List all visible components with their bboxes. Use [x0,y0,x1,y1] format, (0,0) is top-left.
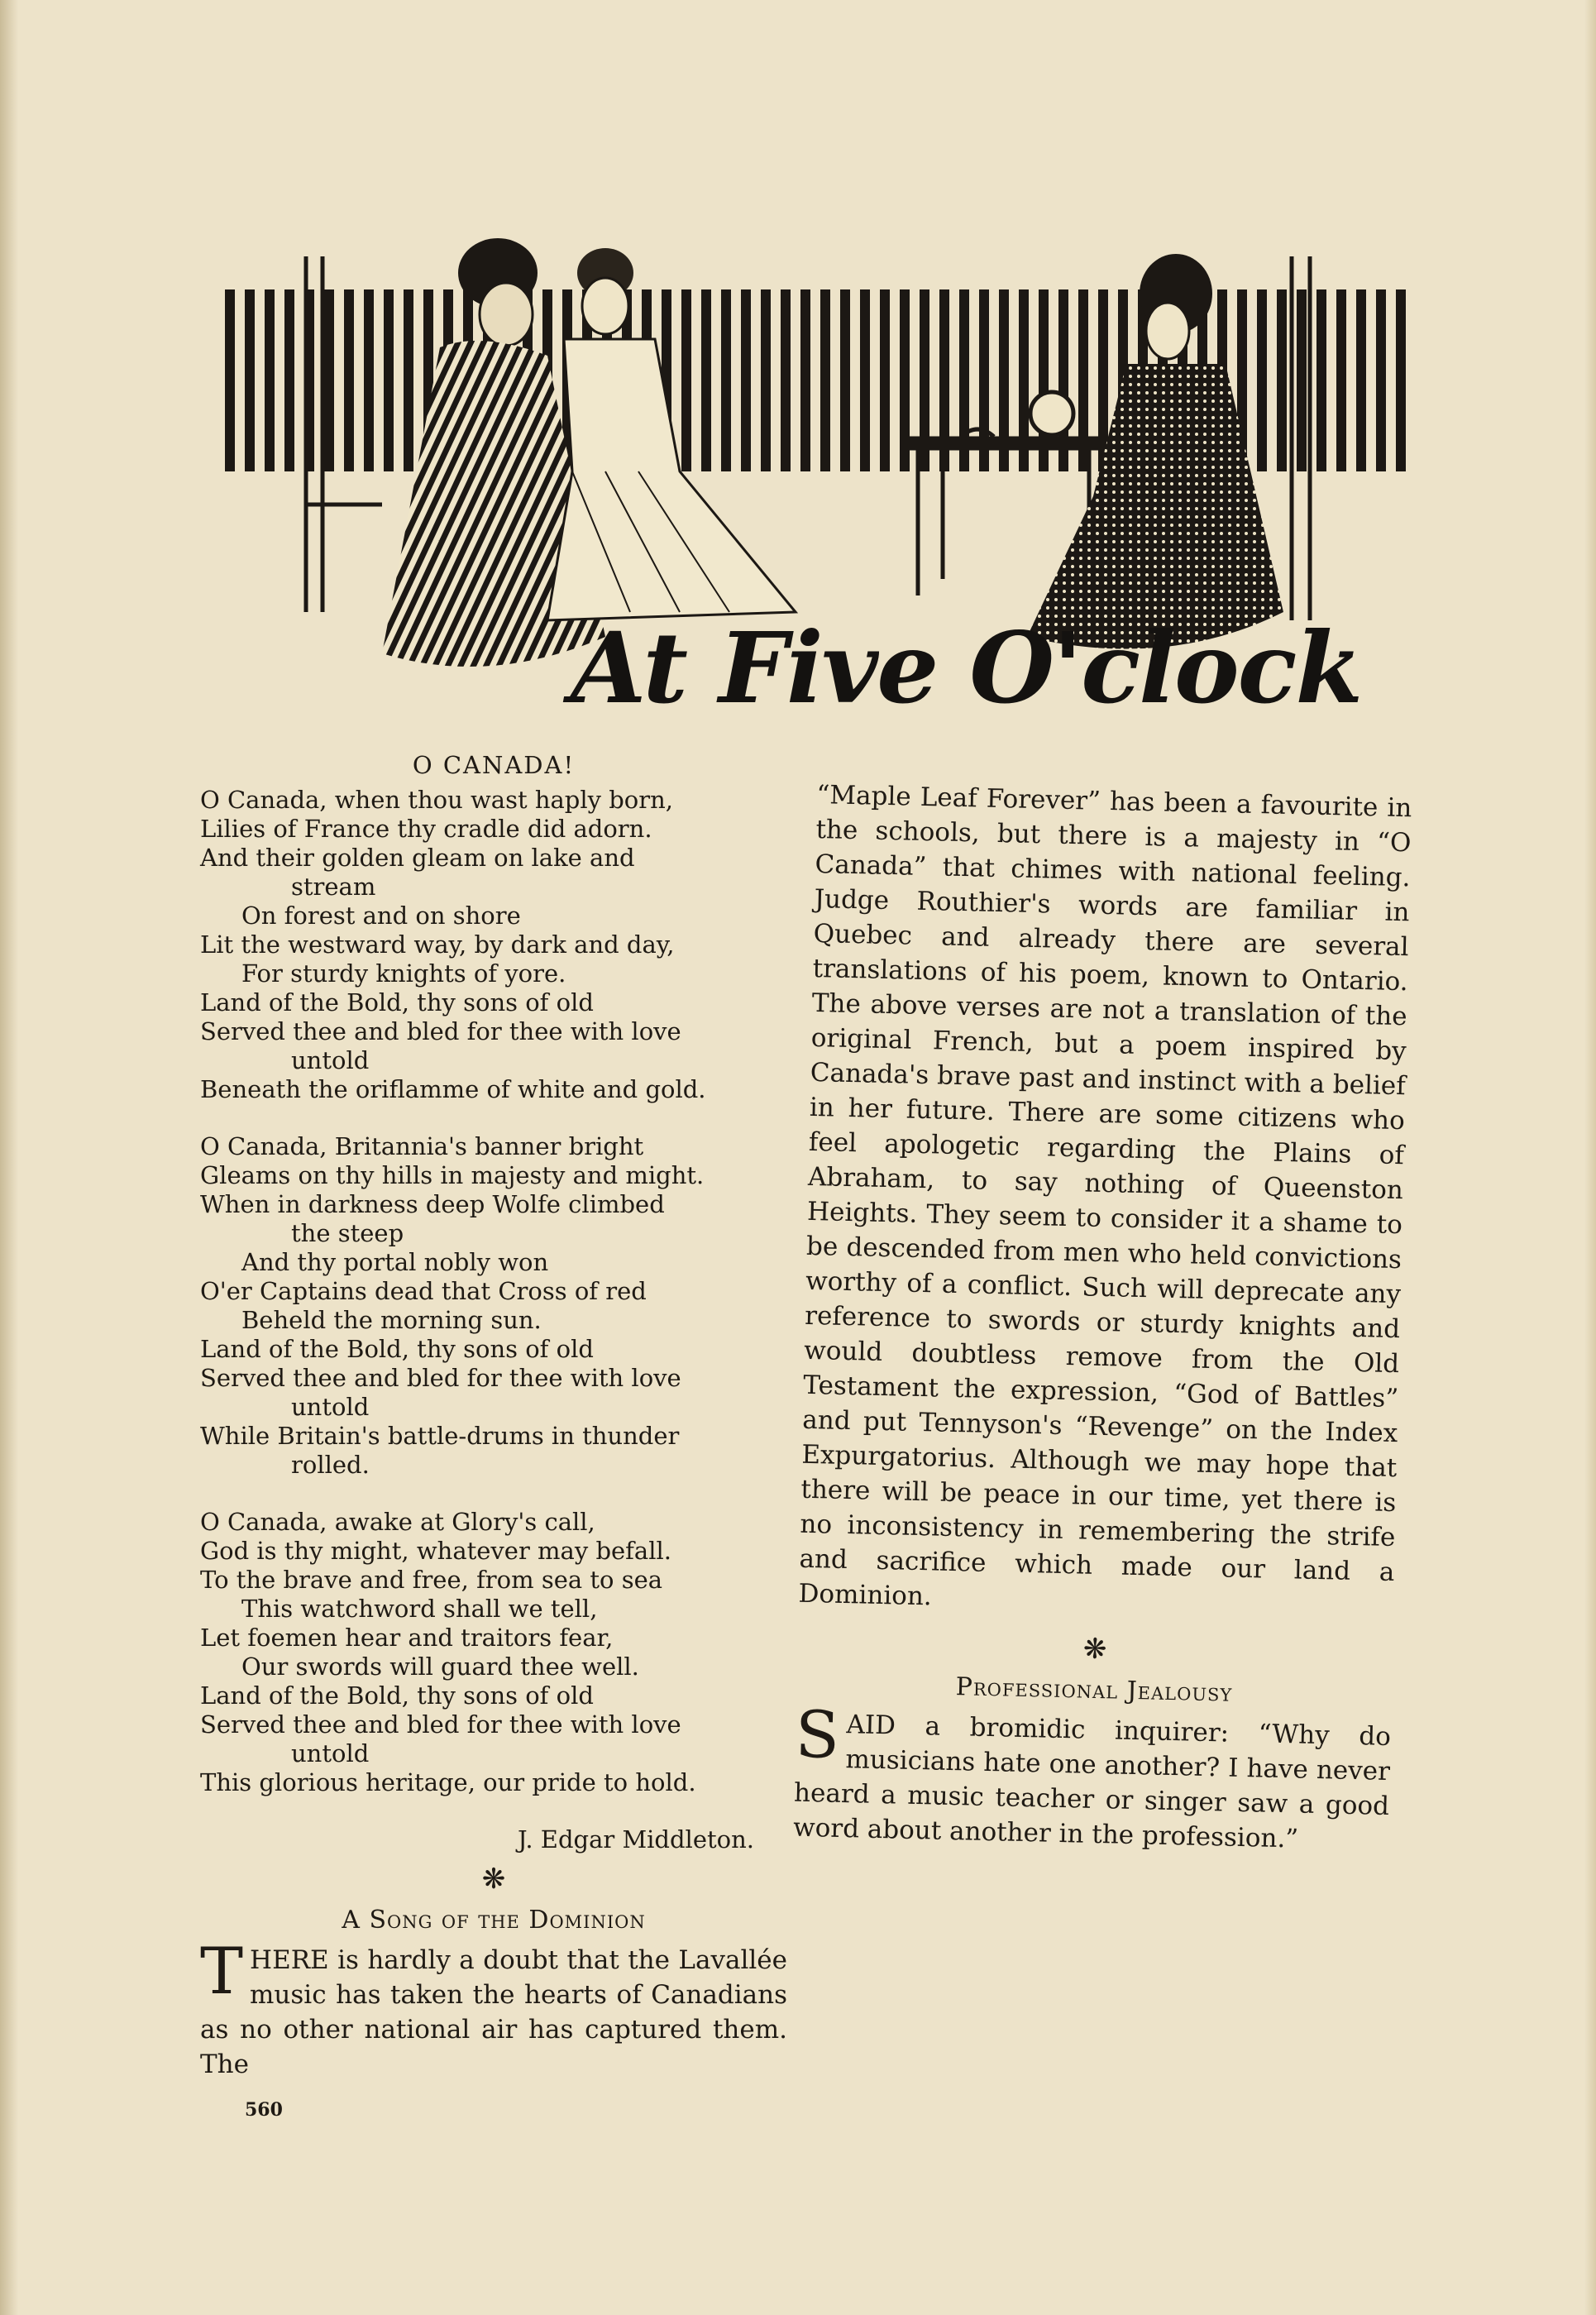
railing-bar [741,289,751,471]
railing-bar [265,289,275,471]
railing-bar [860,289,870,471]
railing-bar [384,289,394,471]
section-heading-song: A Song of the Dominion [342,1906,646,1935]
railing-bar [1356,289,1366,471]
poem-line: Lit the westward way, by dark and day, [200,930,675,959]
poem-body [200,786,787,1797]
ornament-divider-right: ❋ [1082,1632,1107,1667]
railing-bar [840,289,850,471]
poem-line: rolled. [291,1451,370,1479]
railing-bar [404,289,413,471]
continued-paragraph: “Maple Leaf Forever” has been a favourite in the schools, but there is a majesty in “O Canada” that chimes with national feeling. Judge Routhier's words are familiar in Quebec and already there are several translations of his poem, known to Ontario. The above verses are not a translation of the original French, but a poem inspired by Canada's brave past and instinct with a belief in her future. There are some citizens who feel apologetic regarding the Plains of Abraham, to say nothing of Queenston Heights. They seem to consider it a shame to be descended from men who held convictions worthy of a conflict. Such will deprecate any reference to swords or sturdy knights and would doubtless remove from the Old Testament the expression, “God of Battles” and put Tennyson's “Revenge” on the Index Expurgatorius. Although we may hope that there will be peace in our time, yet there is no inconsistency in remembering the strife and sacrifice which made our land a Dominion. [798,779,1412,1612]
page-edge-shadow [1584,0,1596,2315]
jealousy-paragraph [792,1697,1392,1858]
poem-line: Beheld the morning sun. [241,1306,542,1334]
railing-bar [681,289,691,471]
railing-bar [1297,289,1307,471]
poem-line: Served thee and bled for thee with love [200,1017,681,1045]
railing-bar [225,289,235,471]
poem-line: O Canada, Britannia's banner bright [200,1132,644,1160]
poem-line: Land of the Bold, thy sons of old [200,988,594,1016]
header-title: At Five O'clock [571,610,1362,725]
poem-stanza [200,1132,787,1480]
poem-line: Gleams on thy hills in majesty and might. [200,1161,705,1189]
railing-bar [364,289,374,471]
poem-line: Land of the Bold, thy sons of old [200,1335,594,1363]
railing-bar [820,289,830,471]
poem-line: Beneath the oriflamme of white and gold. [200,1075,706,1103]
poem-line: stream [291,873,376,901]
railing-bar [761,289,771,471]
poem-line: And their golden gleam on lake and [200,844,635,872]
poem-title: O CANADA! [412,751,576,779]
poem-line: untold [291,1046,370,1074]
poem-line: For sturdy knights of yore. [241,959,566,988]
ornament-divider: ❋ [481,1863,506,1896]
page-spine-shadow [0,0,18,2315]
railing-bar [800,289,810,471]
railing-bar [245,289,255,471]
poem-stanza [200,1508,787,1797]
railing-bar [781,289,791,471]
railing-bar [1396,289,1406,471]
poem-line: On forest and on shore [241,902,521,930]
poem-line: untold [291,1739,370,1767]
poem-line: O Canada, awake at Glory's call, [200,1508,595,1536]
poem-line: untold [291,1393,370,1421]
railing-bar [344,289,354,471]
page-number: 560 [245,2099,283,2121]
drop-cap: T [200,1935,244,2009]
railing-bar [1277,289,1287,471]
railing-bar [1336,289,1346,471]
poem-line: Let foemen hear and traitors fear, [200,1624,614,1652]
railing-bar [1316,289,1326,471]
poem-line: Land of the Bold, thy sons of old [200,1681,594,1710]
song-paragraph [200,1935,787,2082]
poem-line: When in darkness deep Wolfe climbed [200,1190,665,1218]
railing-bar [284,289,294,471]
poem-line: And thy portal nobly won [241,1248,549,1276]
poem-line: To the brave and free, from sea to sea [200,1566,663,1594]
railing-bar [324,289,334,471]
railing-bar [1257,289,1267,471]
railing-bar [701,289,711,471]
poem-line: While Britain's battle-drums in thunder [200,1422,680,1450]
poem-line: Served thee and bled for thee with love [200,1710,681,1739]
song-text: HERE is hardly a doubt that the Lavallée music has taken the hearts of Canadians as no other national air has captured them. The [200,1945,787,2079]
poem-line: O'er Captains dead that Cross of red [200,1277,647,1305]
poem-author: J. Edgar Middleton. [517,1825,754,1853]
poem-stanza [200,786,787,1104]
poem-line: Served thee and bled for thee with love [200,1364,681,1392]
right-column [793,777,1412,1858]
drop-cap-s: S [794,1697,841,1773]
jealousy-text: AID a bromidic inquirer: “Why do musicians hate one another? I have never heard a music teacher or singer saw a good word about another in the profession.” [792,1710,1392,1854]
section-heading-jealousy: Professional Jealousy [955,1672,1233,1708]
railing-bar [880,289,890,471]
left-column [200,751,787,2082]
poem-line: Our swords will guard thee well. [241,1653,639,1681]
railing-bar [1376,289,1386,471]
poem-line: O Canada, when thou wast haply born, [200,786,674,814]
poem-line: This watchword shall we tell, [241,1595,598,1623]
poem-line: the steep [291,1219,404,1247]
railing-bar [721,289,731,471]
poem-line: Lilies of France thy cradle did adorn. [200,815,652,843]
poem-line: This glorious heritage, our pride to hold. [200,1768,696,1796]
poem-line: God is thy might, whatever may befall. [200,1537,671,1565]
